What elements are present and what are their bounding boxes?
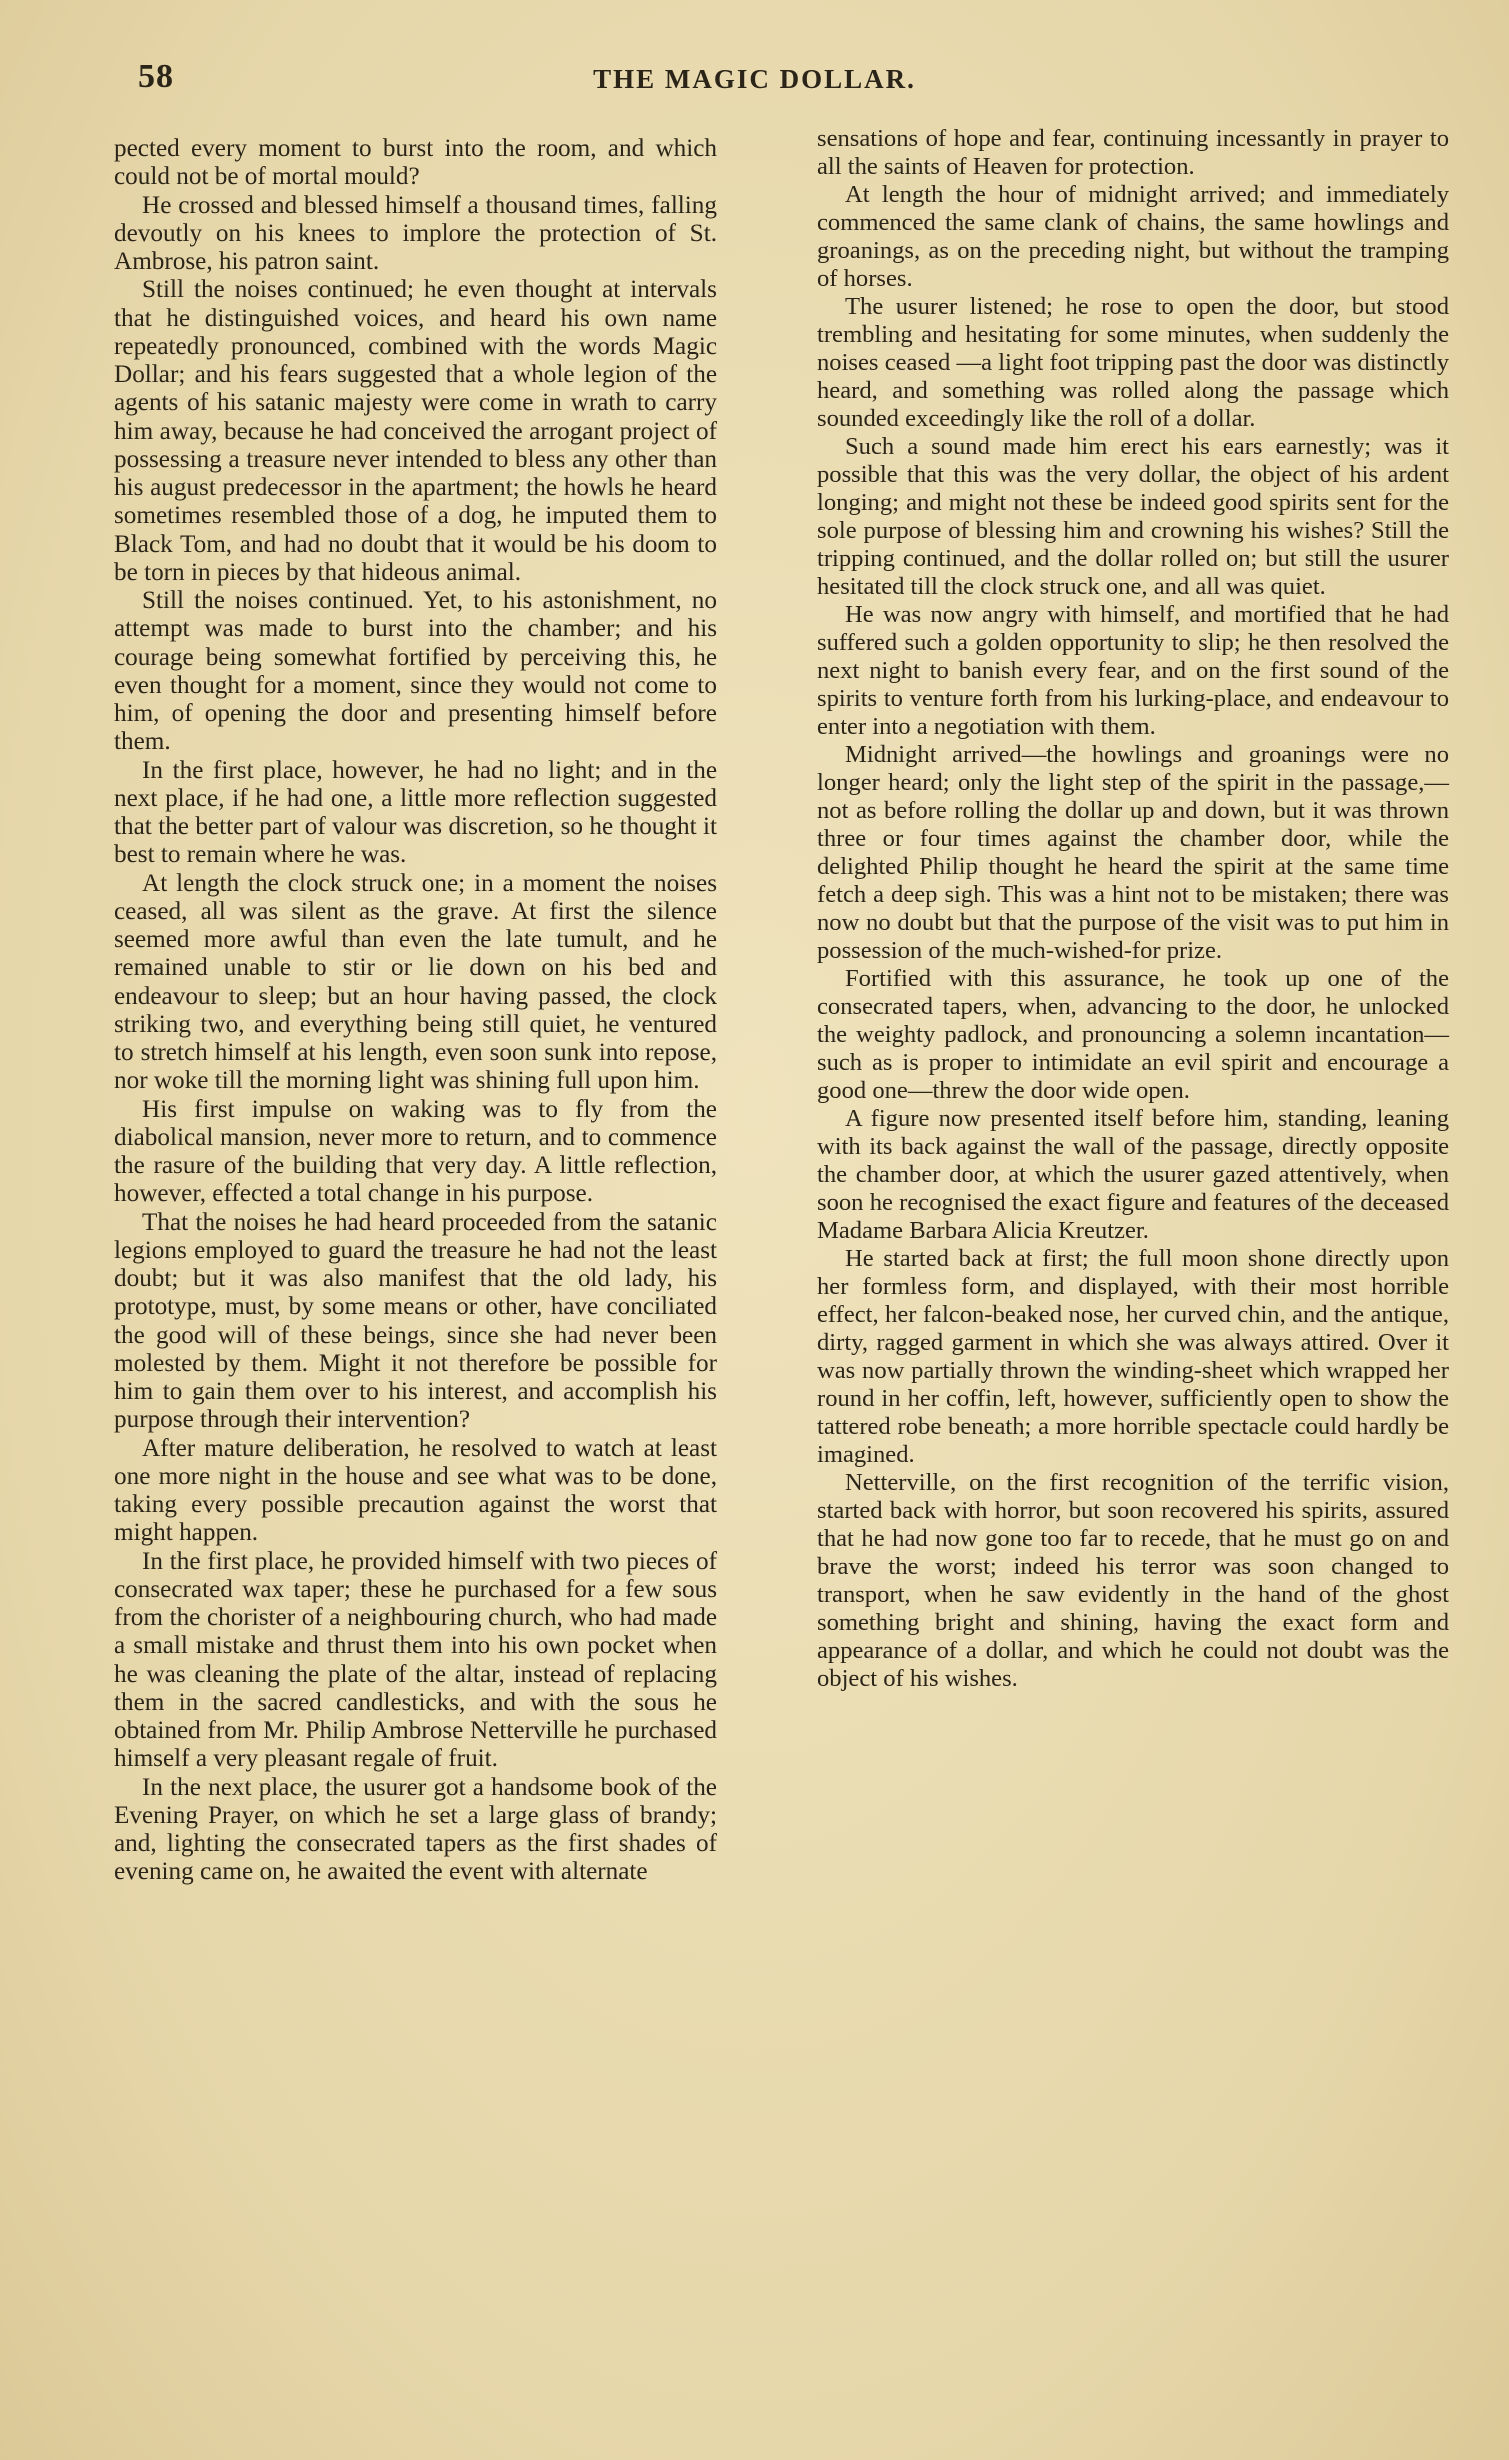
paragraph: Still the noises continued; he even thought at intervals that he distinguished voices, and heard his own name repeatedly pronounced, combined with the words Magic Dollar; and his fears suggested that a whole legion of the agents of his satanic majesty were come in wrath to carry him away, because he had conceived the arrogant project of possessing a treasure never intended to bless any other than his august predecessor in the apartment; the howls he heard sometimes resembled those of a dog, he imputed them to Black Tom, and had no doubt that it would be his doom to be torn in pieces by that hideous animal. <box>114 276 717 586</box>
running-title: THE MAGIC DOLLAR. <box>593 64 916 94</box>
paragraph: Still the noises continued. Yet, to his astonishment, no attempt was made to burst into the chamber; and his courage being somewhat fortified by perceiving this, he even thought for a moment, since they would not come to him, of opening the door and presenting himself before them. <box>114 587 717 756</box>
page-header <box>0 58 1509 108</box>
paragraph: In the next place, the usurer got a handsome book of the Evening Prayer, on which he set a large glass of brandy; and, lighting the consecrated tapers as the first shades of evening came on, he awaited the event with alternate <box>114 1773 717 1886</box>
paragraph: pected every moment to burst into the room, and which could not be of mortal mould? <box>114 135 717 191</box>
paragraph: His first impulse on waking was to fly from the diabolical mansion, never more to return, and to commence the rasure of the building that very day. A little reflection, however, effected a total change in his purpose. <box>114 1095 717 1208</box>
paragraph: In the first place, he provided himself with two pieces of consecrated wax taper; these he purchased for a few sous from the chorister of a neighbouring church, who had made a small mistake and thrust them into his own pocket when he was cleaning the plate of the altar, instead of replacing them in the sacred candlesticks, and with the sous he obtained from Mr. Philip Ambrose Netterville he purchased himself a very pleasant regale of fruit. <box>114 1547 717 1773</box>
paragraph: He started back at first; the full moon shone directly upon her formless form, and displayed, with their most horrible effect, her falcon-beaked nose, her curved chin, and the antique, dirty, ragged garment in which she was always attired. Over it was now partially thrown the winding-sheet which wrapped her round in her coffin, left, however, sufficiently open to show the tattered robe beneath; a more horrible spectacle could hardly be imagined. <box>817 1245 1449 1468</box>
paragraph: That the noises he had heard proceeded from the satanic legions employed to guard the treasure he had not the least doubt; but it was also manifest that the old lady, his prototype, must, by some means or other, have conciliated the good will of these beings, since she had never been molested by them. Might it not therefore be possible for him to gain them over to his interest, and accomplish his purpose through their intervention? <box>114 1208 717 1434</box>
paragraph: He crossed and blessed himself a thousand times, falling devoutly on his knees to implore the protection of St. Ambrose, his patron saint. <box>114 191 717 275</box>
paragraph: The usurer listened; he rose to open the door, but stood trembling and hesitating for some minutes, when suddenly the noises ceased —a light foot tripping past the door was distinctly heard, and something was rolled along the passage which sounded exceedingly like the roll of a dollar. <box>817 293 1449 432</box>
paragraph: Fortified with this assurance, he took up one of the consecrated tapers, when, advancing to the door, he unlocked the weighty padlock, and pronouncing a solemn incantation—such as is proper to intimidate an evil spirit and encourage a good one—threw the door wide open. <box>817 965 1449 1104</box>
page-number: 58 <box>138 58 174 95</box>
paragraph: A figure now presented itself before him, standing, leaning with its back against the wall of the passage, directly opposite the chamber door, at which the usurer gazed attentively, when soon he recognised the exact figure and features of the deceased Madame Barbara Alicia Kreutzer. <box>817 1105 1449 1244</box>
paragraph: In the first place, however, he had no light; and in the next place, if he had one, a little more reflection suggested that the better part of valour was discretion, so he thought it best to remain where he was. <box>114 756 717 869</box>
paragraph: He was now angry with himself, and mortified that he had suffered such a golden opportunity to slip; he then resolved the next night to banish every fear, and on the first sound of the spirits to venture forth from his lurking-place, and endeavour to enter into a negotiation with them. <box>817 601 1449 740</box>
left-column <box>114 135 717 1887</box>
paragraph: sensations of hope and fear, continuing incessantly in prayer to all the saints of Heaven for protection. <box>817 125 1449 180</box>
right-column <box>817 125 1449 1693</box>
paragraph: Midnight arrived—the howlings and groanings were no longer heard; only the light step of the spirit in the passage,—not as before rolling the dollar up and down, but it was thrown three or four times against the chamber door, while the delighted Philip thought he heard the spirit at the same time fetch a deep sigh. This was a hint not to be mistaken; there was now no doubt but that the purpose of the visit was to put him in possession of the much-wished-for prize. <box>817 741 1449 964</box>
paragraph: Netterville, on the first recognition of the terrific vision, started back with horror, but soon recovered his spirits, assured that he had now gone too far to recede, that he must go on and brave the worst; indeed his terror was soon changed to transport, when he saw evidently in the hand of the ghost something bright and shining, having the exact form and appearance of a dollar, and which he could not doubt was the object of his wishes. <box>817 1469 1449 1692</box>
paragraph: At length the clock struck one; in a moment the noises ceased, all was silent as the grave. At first the silence seemed more awful than even the late tumult, and he remained unable to stir or lie down on his bed and endeavour to sleep; but an hour having passed, the clock striking two, and everything being still quiet, he ventured to stretch himself at his length, even soon sunk into repose, nor woke till the morning light was shining full upon him. <box>114 869 717 1095</box>
paragraph: After mature deliberation, he resolved to watch at least one more night in the house and see what was to be done, taking every possible precaution against the worst that might happen. <box>114 1434 717 1547</box>
paragraph: Such a sound made him erect his ears earnestly; was it possible that this was the very dollar, the object of his ardent longing; and might not these be indeed good spirits sent for the sole purpose of blessing him and crowning his wishes? Still the tripping continued, and the dollar rolled on; but still the usurer hesitated till the clock struck one, and all was quiet. <box>817 433 1449 600</box>
paragraph: At length the hour of midnight arrived; and immediately commenced the same clank of chains, the same howlings and groanings, as on the preceding night, but without the tramping of horses. <box>817 181 1449 292</box>
